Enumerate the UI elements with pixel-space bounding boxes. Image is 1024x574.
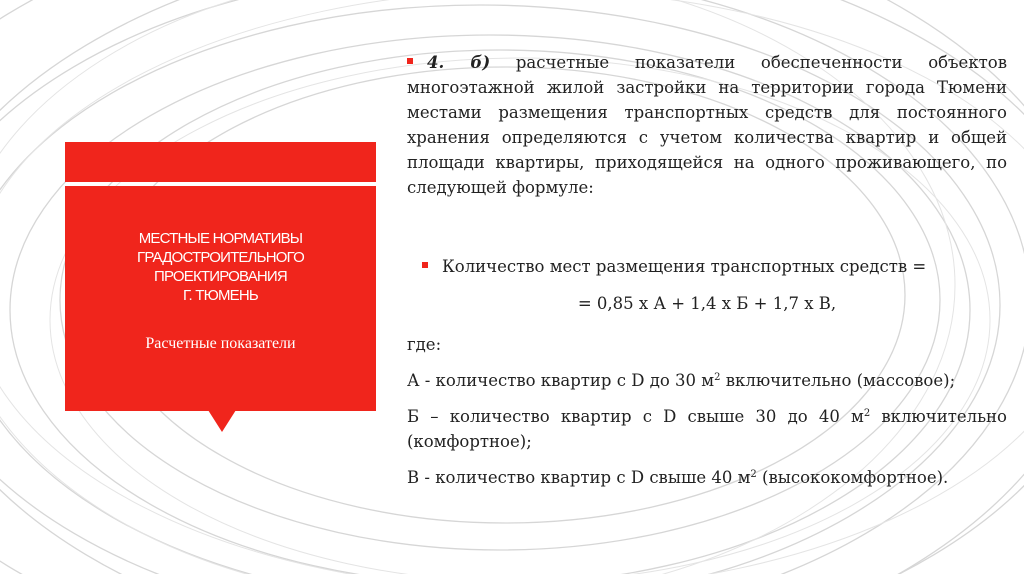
card-title-line: ПРОЕКТИРОВАНИЯ (154, 268, 287, 285)
definition-tail: (высококомфортное). (756, 468, 949, 487)
card-pointer (208, 410, 236, 432)
formula-intro: Количество мест размещения транспортных средств = (442, 257, 927, 276)
formula-intro-item (407, 254, 1007, 279)
item-text: расчетные показатели обеспеченности объектов многоэтажной жилой застройки на территории города Тюмени местами размещения транспортных средств для постоянного хранения определяются с учетом количества квартир и общей площади квартиры, приходящейся на одного проживающего, по следующей формуле: (407, 53, 1007, 197)
item-paragraph (407, 50, 1007, 200)
definition-text: А - количество квартир с D до 30 м (407, 371, 715, 390)
superscript: 2 (750, 469, 757, 480)
definition-a (407, 368, 1007, 393)
red-header-strip (65, 142, 376, 182)
definition-tail: включительно (массовое); (720, 371, 956, 390)
formula: = 0,85 х А + 1,4 х Б + 1,7 х В, (577, 294, 837, 313)
card-subtitle: Расчетные показатели (145, 335, 296, 352)
definition-text: Б – количество квартир с D свыше 30 до 40 м (407, 407, 864, 426)
red-square-bullet-icon (422, 262, 428, 268)
content-area (407, 50, 1007, 490)
card-title-line: МЕСТНЫЕ НОРМАТИВЫ (138, 230, 303, 247)
title-card (65, 186, 376, 411)
red-square-bullet-icon (407, 58, 413, 64)
definition-b (407, 404, 1007, 454)
definition-c (407, 465, 1007, 490)
definition-tail: включительно (комфортное); (407, 407, 1007, 451)
superscript: 2 (714, 372, 721, 383)
superscript: 2 (863, 408, 871, 419)
definition-text: В - количество квартир с D свыше 40 м (407, 468, 751, 487)
where-label: где: (407, 335, 442, 354)
item-label: 4. б) (427, 53, 491, 72)
card-title-line: Г. ТЮМЕНЬ (183, 287, 258, 304)
card-title (65, 229, 376, 305)
card-title-line: ГРАДОСТРОИТЕЛЬНОГО (137, 249, 304, 266)
